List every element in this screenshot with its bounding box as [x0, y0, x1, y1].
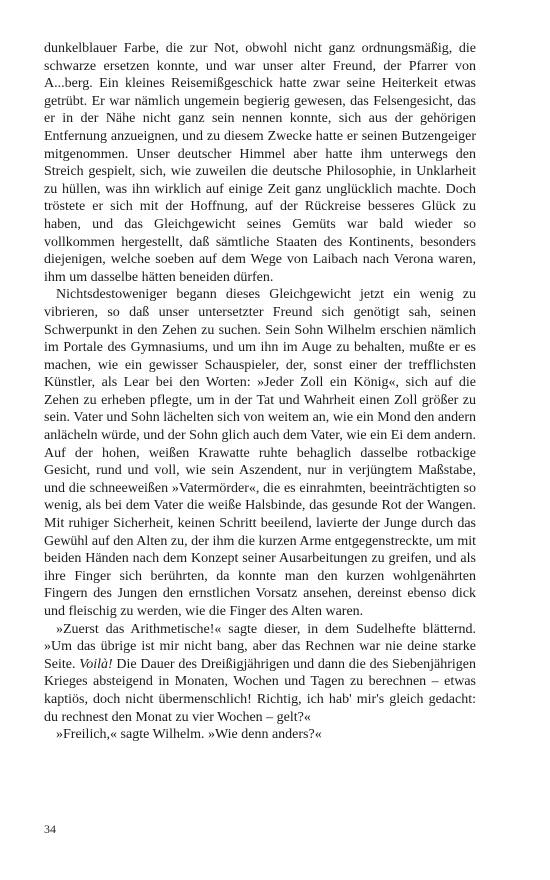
- paragraph-2: Nichtsdestoweniger begann dieses Gleichgewicht jetzt ein wenig zu vibrieren, so daß unser untersetzter Freund sich genötigt sah, seinen Schwerpunkt in den Zehen zu suchen. Sein Sohn Wilhelm erschien nämlich im Portale des Gymnasiums, und um ihn im Auge zu behalten, mußte er es machen, wie ein gewisser Schauspieler, der, sonst einer der trefflichsten Künstler, als Lear bei den Worten: »Jeder Zoll ein König«, sich auf die Zehen zu erheben pflegte, um in der Tat und Wahrheit einen Zoll größer zu sein. Vater und Sohn lächelten sich von weitem an, wie ein Mond den andern anlächeln würde, und der Sohn glich auch dem Vater, wie ein Ei dem andern. Auf der hohen, weißen Krawatte ruhte behaglich dasselbe rotbackige Gesicht, rund und voll, wie sein Aszendent, nur in verjüngtem Maßstabe, und die schneeweißen »Vatermörder«, die es einrahmten, beeinträchtigten so wenig, als bei dem Vater die weiße Halsbinde, das gesunde Rot der Wangen. Mit ruhiger Sicherheit, keinen Schritt beeilend, lavierte der Junge durch das Gewühl auf den Alten zu, der ihm die kurzen Arme entgegenstreckte, um mit beiden Händen nach dem Konzept seiner Ausarbeitungen zu greifen, und als ihre Finger sich berührten, da konnte man den kurzen wohlgenährten Fingern des Jungen den ernstlichen Vorsatz ansehen, dereinst ebenso dick und fleischig zu werden, wie die Finger des Alten waren.: [44, 287, 476, 619]
- paragraph-3-end: Die Dauer des Dreißigjährigen und dann die des Siebenjährigen Krieges absteigend in Monaten, Wochen und Tagen zu berechnen – etwas kaptiös, doch nicht übermenschlich! Richtig, ich hab' mir's gleich gedacht: du rechnest den Monat zu vier Wochen – gelt?«: [44, 656, 476, 725]
- paragraph-4: »Freilich,« sagte Wilhelm. »Wie denn anders?«: [56, 727, 322, 743]
- page-body: [44, 40, 476, 744]
- paragraph-3-start: »Zuerst das Arithmetische!« sagte dieser, in dem Sudelhefte blätternd. »Um das übrige ist mir nicht bang, aber das Rechnen war nie deine starke Seite.: [44, 621, 476, 672]
- paragraph-3: [44, 621, 476, 727]
- paragraph-1: dunkelblauer Farbe, die zur Not, obwohl nicht ganz ordnungsmäßig, die schwarze ersetzen konnte, und war unser alter Freund, der Pfarrer von A...berg. Ein kleines Reisemißgeschick hatte zwar seine Heiterkeit etwas getrübt. Er war nämlich ungemein begierig gewesen, das Felsengesicht, das er in der Nähe nicht ganz sein nennen konnte, sich aus der gehörigen Entfernung anzueignen, und zu diesem Zwecke hatte er seinen Butzengeiger mitgenommen. Unser deutscher Himmel aber hatte ihm unterwegs den Streich gespielt, sich, wie zuweilen die deutsche Philosophie, in Unklarheit zu hüllen, was ihn wirklich auf einige Zeit ganz unglücklich machte. Doch tröstete er sich mit der Hoffnung, auf der Rückreise besseres Glück zu haben, und das Gleichgewicht seines Gemüts war bald wieder so vollkommen hergestellt, daß sämtliche Staaten des Kontinents, besonders diejenigen, welche soeben auf dem Wege von Laibach nach Verona waren, ihm um dasselbe hätten beneiden dürfen.: [44, 41, 476, 285]
- page-number: 34: [44, 822, 56, 836]
- paragraph-3-emphasis: Voilà!: [79, 656, 113, 672]
